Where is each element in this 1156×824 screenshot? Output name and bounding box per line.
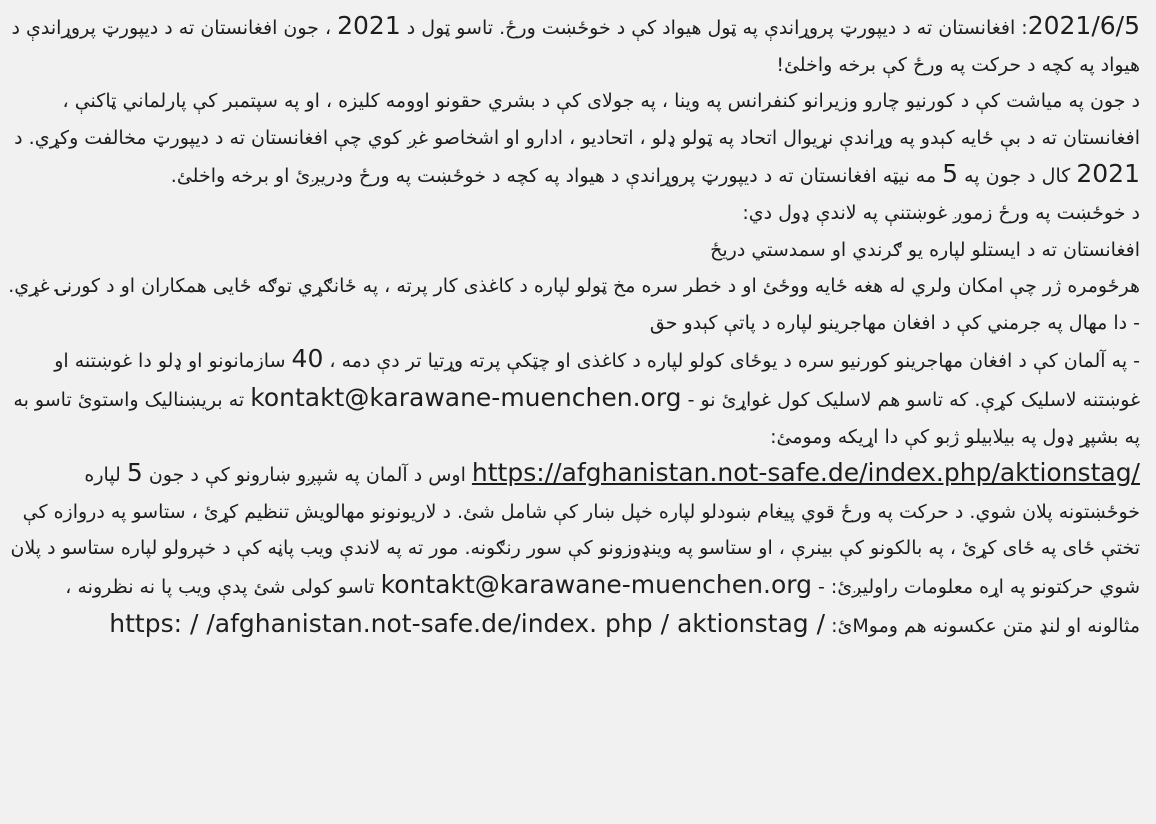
- website-link[interactable]: https://afghanistan.not-safe.de/index.php/aktionstag/: [471, 458, 1140, 488]
- demand-item: - دا مهال په جرمني کې د افغان مهاجرینو لپاره د پاتې کېدو حق: [649, 311, 1140, 334]
- paragraph-text: لپاره خوځښتونه پلان شوي. د حرکت په ورځ قوي پیغام ښودلو لپاره خپل ښار کې شامل شئ. د لاریونونو مهالویش تنظیم کړئ ، ستاسو په دروازه کې تختې ځای په ځای کړئ ، په بالکونو کې بینرې ، او ستاسو په وینډوزونو کې سور رنګونه. مور ته په لاندې ویب پاڼه کې د خپرولو لپاره ستاسو د پلان شوي حرکتونو په اړه معلومات راولیږئ: -: [10, 464, 1140, 598]
- demand-item: افغانستان ته د ایستلو لپاره یو ګرندي او سمدستي دریځ: [710, 238, 1140, 261]
- paragraph-text: - په آلمان کې د افغان مهاجرینو کورنیو سره د یوځای کولو لپاره د کاغذی او چټکې پرته وړتیا تر دې دمه ،: [323, 350, 1140, 373]
- count-text: 40: [291, 344, 324, 374]
- message-body: [8, 8, 1140, 644]
- paragraph-intro: [8, 8, 1140, 83]
- website-link-spaced[interactable]: https: / /afghanistan.not-safe.de/index. php / aktionstag /: [109, 608, 826, 638]
- paragraph-text: د جون په میاشت کې د کورنیو چارو وزیرانو کنفرانس په وینا ، په جولای کې د بشري حقونو اوومه کلیزه ، او په سپتمبر کې پارلماني ټاکنې ، افغانستان ته د بې ځایه کېدو په وړاندې نړیوال اتحاد په ټولو ډلو ، اتحادیو ، ادارو او اشخاصو غږ کوي چې افغانستان ته د دیپورټ مخالفت وکړي. د: [14, 90, 1140, 149]
- demands-heading: د خوځښت په ورځ زموږ غوښتنې په لاندې ډول دي:: [742, 201, 1140, 224]
- paragraph-text: سازمانونو او ډلو دا غوښتنه او غوښتنه لاسلیک کړې. که تاسو هم لاسلیک کول غواړئ نو -: [54, 350, 1140, 411]
- paragraph-signatures: [8, 341, 1140, 455]
- paragraph-text: تاسو کولی شئ پدې ویب پا نه نظرونه ، مثالونه او لنډ متن عکسونه هم وموMئ:: [65, 575, 1140, 637]
- date-text: 2021/6/5: [1027, 11, 1140, 40]
- paragraph-text: مه نیټه افغانستان ته د دیپورټ پروړاندې د هیواد په کچه د خوځښت په ورځ ودریږئ او برخه واخلئ.: [170, 165, 943, 188]
- day-text: 5: [126, 458, 143, 488]
- paragraph-text: : افغانستان ته د دیپورټ پروړاندې په ټول هیواد کې د خوځښت ورځ. تاسو ټول د: [400, 17, 1028, 39]
- email-link[interactable]: kontakt@karawane-muenchen.org: [380, 569, 812, 599]
- year-text: 2021: [1076, 159, 1140, 189]
- paragraph-text: ، جون افغانستان ته د دیپورټ پروړاندې د هیواد په کچه د حرکت په ورځ کې برخه واخلئ!: [11, 17, 1140, 76]
- paragraph-text: ته بریښنالیک واستوئ تاسو به په بشپړ ډول په بیلابیلو ژبو کې دا اړیکه ومومئ:: [13, 388, 1140, 448]
- paragraph-text: کال د جون په: [958, 165, 1077, 188]
- demand-item: هرځومره ژر چې امکان ولري له هغه ځایه ووځئ او د خطر سره مخ ټولو لپاره د کاغذی کار پرته ، په ځانګړي توګه ځایی همکاران او د کورنۍ غړي.: [8, 275, 1140, 298]
- paragraph-actions: [8, 455, 1140, 644]
- year-text: 2021: [337, 11, 401, 40]
- day-text: 5: [942, 159, 959, 189]
- paragraph-text: اوس د آلمان په شپږو ښارونو کې د جون: [142, 464, 472, 487]
- paragraph-context: [8, 83, 1140, 195]
- email-link[interactable]: kontakt@karawane-muenchen.org: [250, 382, 682, 412]
